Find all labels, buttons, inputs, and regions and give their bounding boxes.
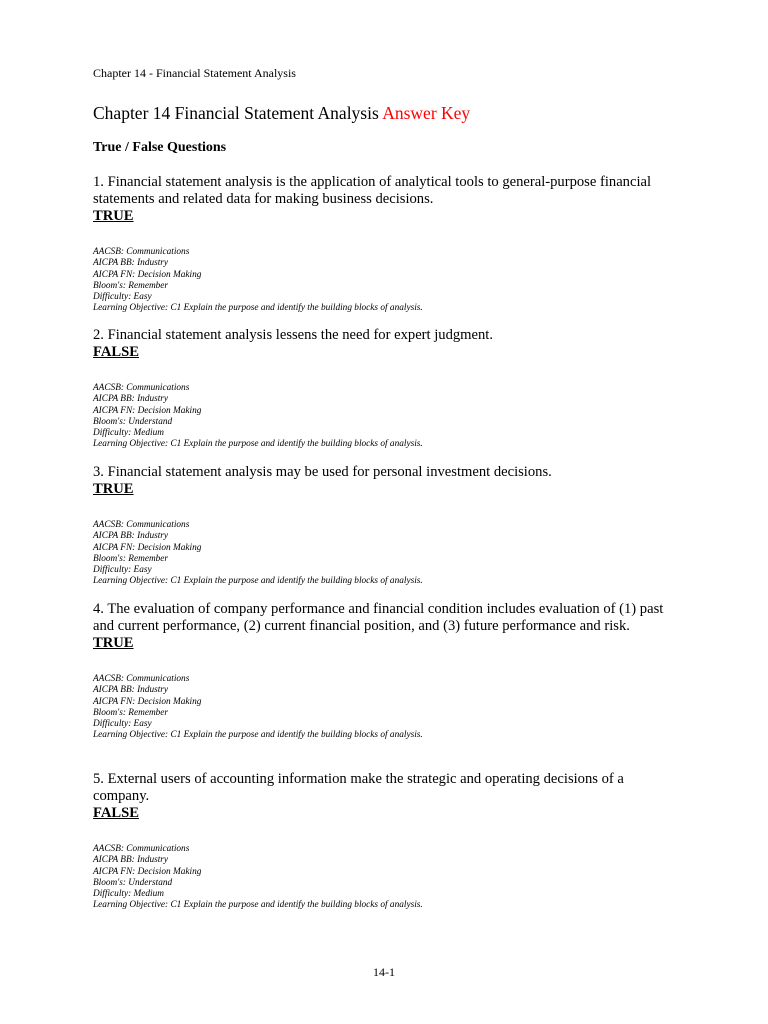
question-metadata (93, 520, 683, 588)
meta-aicpa-fn: AICPA FN: Decision Making (93, 542, 202, 553)
document-title-accent: Answer Key (382, 103, 471, 123)
question-2 (93, 327, 683, 451)
meta-aicpa-fn: AICPA FN: Decision Making (93, 405, 202, 416)
question-answer: FALSE (93, 344, 139, 360)
question-metadata (93, 844, 683, 912)
question-metadata (93, 247, 683, 315)
meta-aicpa-fn: AICPA FN: Decision Making (93, 696, 202, 707)
meta-blooms: Bloom's: Understand (93, 877, 173, 888)
meta-learning-objective: Learning Objective: C1 Explain the purpose and identify the building blocks of analysis. (93, 303, 423, 314)
meta-blooms: Bloom's: Remember (93, 280, 169, 291)
meta-aacsb: AACSB: Communications (93, 383, 190, 393)
meta-aacsb: AACSB: Communications (93, 674, 190, 684)
meta-learning-objective: Learning Objective: C1 Explain the purpose and identify the building blocks of analysis. (93, 576, 423, 587)
meta-aicpa-bb: AICPA BB: Industry (93, 531, 169, 542)
question-metadata (93, 674, 683, 742)
question-1 (93, 174, 683, 315)
question-text: 2. Financial statement analysis lessens the need for expert judgment. (93, 327, 494, 343)
meta-learning-objective: Learning Objective: C1 Explain the purpose and identify the building blocks of analysis. (93, 900, 423, 911)
question-text: 4. The evaluation of company performance and financial condition includes evaluation of (1) past and current performance, (2) current financial position, and (3) future performance and risk. (93, 601, 664, 634)
meta-aacsb: AACSB: Communications (93, 247, 190, 257)
meta-aicpa-bb: AICPA BB: Industry (93, 394, 169, 405)
meta-blooms: Bloom's: Remember (93, 707, 169, 718)
question-metadata (93, 383, 683, 451)
section-heading: True / False Questions (93, 140, 227, 155)
meta-blooms: Bloom's: Understand (93, 416, 173, 427)
meta-difficulty: Difficulty: Medium (93, 889, 164, 900)
question-3 (93, 464, 683, 588)
meta-aicpa-bb: AICPA BB: Industry (93, 685, 169, 696)
meta-difficulty: Difficulty: Easy (93, 292, 152, 303)
running-header: Chapter 14 - Financial Statement Analysis (93, 66, 296, 80)
meta-difficulty: Difficulty: Medium (93, 428, 164, 439)
meta-blooms: Bloom's: Remember (93, 553, 169, 564)
meta-aacsb: AACSB: Communications (93, 844, 190, 854)
question-text: 5. External users of accounting information make the strategic and operating decisions of a company. (93, 771, 624, 804)
page-number: 14-1 (373, 965, 395, 979)
meta-aicpa-fn: AICPA FN: Decision Making (93, 866, 202, 877)
meta-learning-objective: Learning Objective: C1 Explain the purpose and identify the building blocks of analysis. (93, 730, 423, 741)
question-5 (93, 771, 683, 912)
document-title (93, 102, 470, 124)
meta-aicpa-bb: AICPA BB: Industry (93, 258, 169, 269)
question-answer: FALSE (93, 805, 139, 821)
meta-difficulty: Difficulty: Easy (93, 719, 152, 730)
question-text: 1. Financial statement analysis is the application of analytical tools to general-purpose financial statements and related data for making business decisions. (93, 174, 652, 207)
question-answer: TRUE (93, 481, 134, 497)
meta-difficulty: Difficulty: Easy (93, 565, 152, 576)
meta-aacsb: AACSB: Communications (93, 520, 190, 530)
meta-learning-objective: Learning Objective: C1 Explain the purpose and identify the building blocks of analysis. (93, 439, 423, 450)
question-answer: TRUE (93, 208, 134, 224)
meta-aicpa-fn: AICPA FN: Decision Making (93, 269, 202, 280)
question-text: 3. Financial statement analysis may be used for personal investment decisions. (93, 464, 552, 480)
question-answer: TRUE (93, 635, 134, 651)
question-4 (93, 601, 683, 742)
document-title-main: Chapter 14 Financial Statement Analysis (93, 103, 379, 123)
meta-aicpa-bb: AICPA BB: Industry (93, 855, 169, 866)
